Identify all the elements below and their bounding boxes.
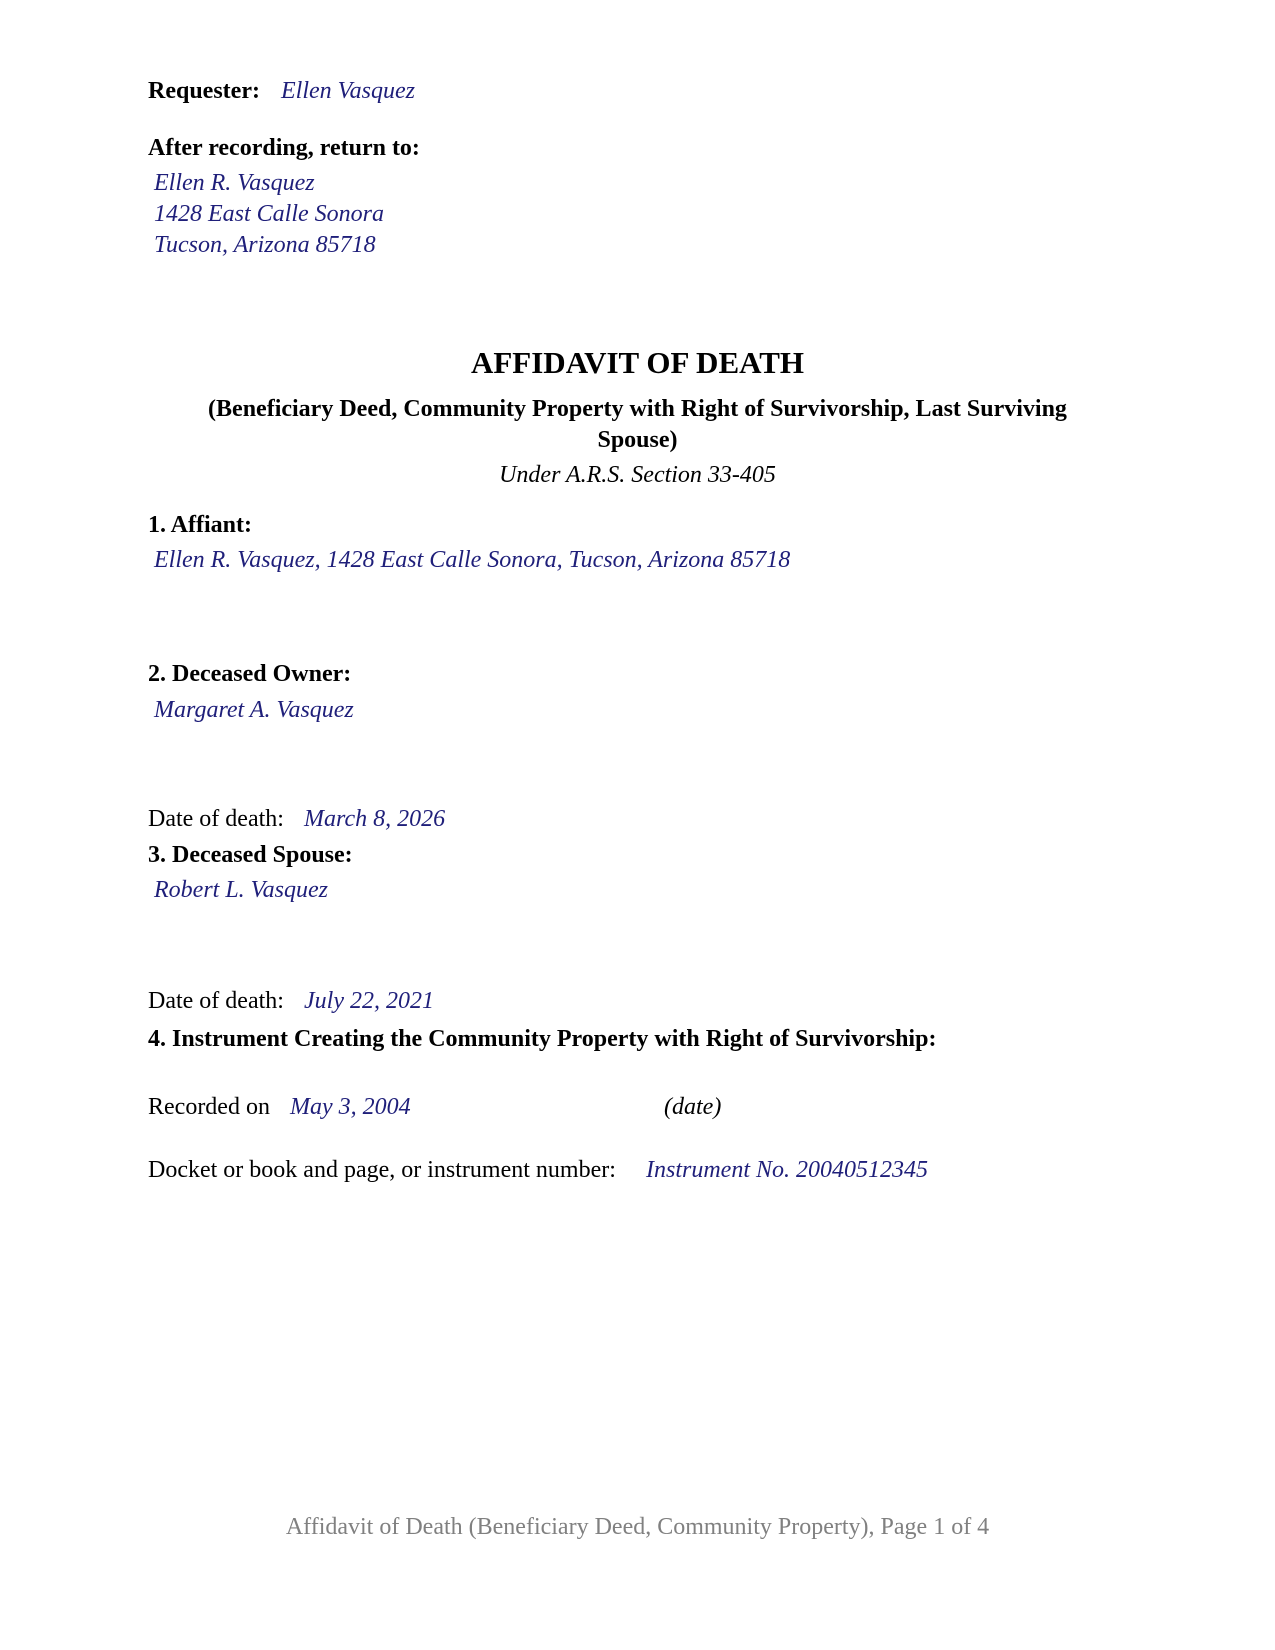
document-subtitle-line2: Spouse) [597,427,678,453]
return-to-label: After recording, return to: [148,135,420,161]
statute-reference: Under A.R.S. Section 33-405 [499,462,776,488]
return-to-street: 1428 East Calle Sonora [154,201,385,227]
document-subtitle-line1: (Beneficiary Deed, Community Property with Right of Survivorship, Last Surviving [208,396,1067,422]
instrument-heading: 4. Instrument Creating the Community Property with Right of Survivorship: [148,1026,937,1052]
requester-value: Ellen Vasquez [281,78,415,104]
date-hint: (date) [664,1094,722,1120]
affiant-heading: 1. Affiant: [148,512,252,538]
recorded-on-date: May 3, 2004 [290,1094,411,1120]
affiant-value: Ellen R. Vasquez, 1428 East Calle Sonora, Tucson, Arizona 85718 [154,547,791,573]
deceased-owner-heading: 2. Deceased Owner: [148,661,352,687]
deceased-owner-name: Margaret A. Vasquez [154,697,354,723]
spouse-date-of-death-value: July 22, 2021 [304,988,434,1014]
requester-label: Requester: [148,78,260,104]
docket-label: Docket or book and page, or instrument number: [148,1157,616,1183]
deceased-spouse-name: Robert L. Vasquez [154,877,328,903]
spouse-date-of-death-label: Date of death: [148,988,284,1014]
document-title: AFFIDAVIT OF DEATH [470,345,804,380]
deceased-spouse-heading: 3. Deceased Spouse: [148,842,353,868]
return-to-city: Tucson, Arizona 85718 [154,232,376,258]
owner-date-of-death-label: Date of death: [148,806,284,832]
recorded-on-label: Recorded on [148,1094,270,1120]
return-to-name: Ellen R. Vasquez [154,170,315,196]
owner-date-of-death-value: March 8, 2026 [304,806,446,832]
docket-value: Instrument No. 20040512345 [646,1157,928,1183]
page-footer: Affidavit of Death (Beneficiary Deed, Community Property), Page 1 of 4 [285,1514,990,1540]
